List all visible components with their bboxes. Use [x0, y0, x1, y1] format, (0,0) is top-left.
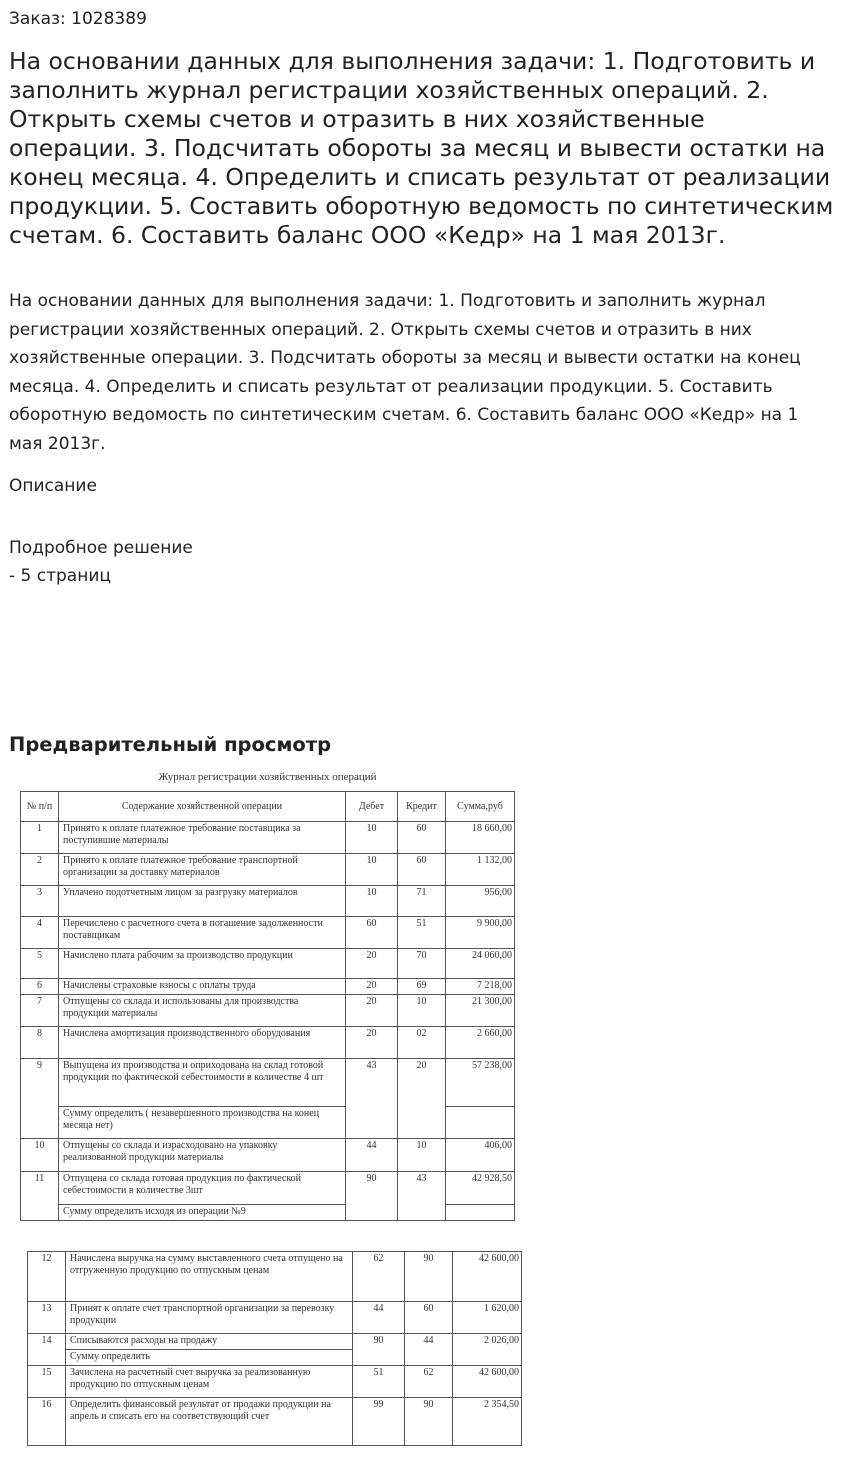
row-debit: 43: [346, 1059, 398, 1139]
row-operation: Выпущена из производства и оприходована на склад готовой продукции по фактической себестоимости в количестве 4 шт: [59, 1059, 346, 1107]
row-sum: 24 060,00: [446, 949, 515, 979]
row-sum: 18 660,00: [446, 822, 515, 854]
row-sum: 2 026,00: [453, 1334, 522, 1366]
row-sum: 406,00: [446, 1139, 515, 1172]
table-row: [21, 822, 515, 854]
row-operation: Принят к оплате счет транспортной организации за перевозку продукции: [66, 1302, 353, 1334]
row-operation: Начислена амортизация производственного оборудования: [59, 1027, 346, 1059]
description-label: Описание: [9, 476, 97, 496]
header-content: Содержание хозяйственной операции: [59, 792, 346, 822]
row-operation: Определить финансовый результат от продажи продукции на апрель и списать его на соответствующий счет: [66, 1398, 353, 1446]
row-debit: 44: [353, 1302, 405, 1334]
row-sum: 1 132,00: [446, 854, 515, 886]
row-debit: 90: [353, 1334, 405, 1366]
table-row: [21, 886, 515, 917]
preview-page-2: [27, 1251, 523, 1449]
row-credit: 60: [405, 1302, 453, 1334]
row-sum: 2 354,50: [453, 1398, 522, 1446]
row-debit: 10: [346, 822, 398, 854]
row-sum-empty: [446, 1107, 515, 1139]
row-sum: 7 218,00: [446, 979, 515, 995]
row-num: 15: [28, 1366, 66, 1398]
row-credit: 62: [405, 1366, 453, 1398]
row-num: 2: [21, 854, 59, 886]
row-sum: 21 300,00: [446, 995, 515, 1027]
row-debit: 90: [346, 1172, 398, 1221]
row-credit: 90: [405, 1252, 453, 1302]
row-debit: 10: [346, 854, 398, 886]
task-description: На основании данных для выполнения задачи: 1. Подготовить и заполнить журнал регистрации хозяйственных операций. 2. Открыть схемы счетов и отразить в них хозяйственные операции. 3. Подсчитать обороты за месяц и вывести остатки на конец месяца. 4. Определить и списать результат от реализации продукции. 5. Составить оборотную ведомость по синтетическим счетам. 6. Составить баланс ООО «Кедр» на 1 мая 2013г.: [9, 291, 801, 454]
row-debit: 20: [346, 949, 398, 979]
pages-count: - 5 страниц: [9, 566, 111, 586]
row-num: 16: [28, 1398, 66, 1446]
journal-caption: Журнал регистрации хозяйственных операций: [158, 771, 377, 783]
row-num: 3: [21, 886, 59, 917]
row-num: 11: [21, 1172, 59, 1221]
table-row: [28, 1334, 522, 1350]
preview-page-1: [20, 771, 515, 1231]
row-credit: 60: [398, 854, 446, 886]
row-note: Сумму определить: [66, 1350, 353, 1366]
row-credit: 44: [405, 1334, 453, 1366]
table-row: [21, 854, 515, 886]
row-debit: 60: [346, 917, 398, 949]
row-credit: 10: [398, 1139, 446, 1172]
row-num: 10: [21, 1139, 59, 1172]
row-num: 14: [28, 1334, 66, 1366]
row-sum: 9 900,00: [446, 917, 515, 949]
table-row: [21, 1059, 515, 1107]
row-operation: Списываются расходы на продажу: [66, 1334, 353, 1350]
row-credit: 51: [398, 917, 446, 949]
row-operation: Отпущены со склада и израсходовано на упаковку реализованной продукции материалы: [59, 1139, 346, 1172]
table-row: [28, 1252, 522, 1302]
row-operation: Начислена выручка на сумму выставленного счета отпущено на отгруженную продукцию по отпускным ценам: [66, 1252, 353, 1302]
row-debit: 20: [346, 1027, 398, 1059]
header-num: № п/п: [21, 792, 59, 822]
row-note: Сумму определить ( незавершенного производства на конец месяца нет): [59, 1107, 346, 1139]
row-credit: 43: [398, 1172, 446, 1221]
row-num: 12: [28, 1252, 66, 1302]
row-credit: 71: [398, 886, 446, 917]
table-header-row: [21, 792, 515, 822]
row-debit: 10: [346, 886, 398, 917]
row-sum: 2 660,00: [446, 1027, 515, 1059]
journal-table-part-1: [20, 791, 515, 1221]
row-sum: 42 928,50: [446, 1172, 515, 1205]
journal-table-part-2: [27, 1251, 522, 1446]
task-title: На основании данных для выполнения задачи: 1. Подготовить и заполнить журнал регистрации хозяйственных операций. 2. Открыть схемы счетов и отразить в них хозяйственные операции. 3. Подсчитать обороты за месяц и вывести остатки на конец месяца. 4. Определить и списать результат от реализации продукции. 5. Составить оборотную ведомость по синтетическим счетам. 6. Составить баланс ООО «Кедр» на 1 мая 2013г.: [9, 47, 834, 249]
row-operation: Перечислено с расчетного счета в погашение задолженности поставщикам: [59, 917, 346, 949]
table-row: [21, 917, 515, 949]
row-num: 8: [21, 1027, 59, 1059]
row-credit: 02: [398, 1027, 446, 1059]
table-row: [28, 1366, 522, 1398]
table-row: [21, 1139, 515, 1172]
row-sum: 57 238,00: [446, 1059, 515, 1107]
table-row: [21, 995, 515, 1027]
header-sum: Сумма,руб: [446, 792, 515, 822]
row-operation: Начислены страховые взносы с оплаты труда: [59, 979, 346, 995]
row-operation: Зачислена на расчетный счет выручка за реализованную продукцию по отпускным ценам: [66, 1366, 353, 1398]
table-row: [21, 979, 515, 995]
row-debit: 44: [346, 1139, 398, 1172]
solution-label: Подробное решение: [9, 538, 193, 558]
row-sum: 42 600,00: [453, 1366, 522, 1398]
order-number: Заказ: 1028389: [9, 9, 147, 29]
row-sum: 956,00: [446, 886, 515, 917]
row-credit: 69: [398, 979, 446, 995]
table-row: [28, 1398, 522, 1446]
row-operation: Отпущена со склада готовая продукция по фактической себестоимости в количестве 3шт: [59, 1172, 346, 1205]
row-credit: 10: [398, 995, 446, 1027]
row-sum: 1 620,00: [453, 1302, 522, 1334]
row-credit: 90: [405, 1398, 453, 1446]
row-credit: 70: [398, 949, 446, 979]
row-num: 1: [21, 822, 59, 854]
row-debit: 20: [346, 995, 398, 1027]
row-operation: Отпущены со склада и использованы для производства продукции материалы: [59, 995, 346, 1027]
preview-heading: Предварительный просмотр: [9, 733, 332, 756]
row-note: Сумму определить исходя из операции №9: [59, 1205, 346, 1221]
table-row: [21, 949, 515, 979]
table-row: [21, 1027, 515, 1059]
row-credit: 20: [398, 1059, 446, 1139]
row-operation: Принято к оплате платежное требование транспортной организации за доставку материалов: [59, 854, 346, 886]
table-row: [28, 1302, 522, 1334]
row-debit: 20: [346, 979, 398, 995]
table-row: [21, 1172, 515, 1205]
row-debit: 51: [353, 1366, 405, 1398]
row-operation: Принято к оплате платежное требование поставщика за поступившие материалы: [59, 822, 346, 854]
row-num: 6: [21, 979, 59, 995]
row-num: 13: [28, 1302, 66, 1334]
row-operation: Уплачено подотчетным лицом за разгрузку материалов: [59, 886, 346, 917]
row-num: 4: [21, 917, 59, 949]
row-num: 5: [21, 949, 59, 979]
row-sum: 42 600,00: [453, 1252, 522, 1302]
row-sum-empty: [446, 1205, 515, 1221]
row-num: 7: [21, 995, 59, 1027]
row-num: 9: [21, 1059, 59, 1139]
header-credit: Кредит: [398, 792, 446, 822]
row-credit: 60: [398, 822, 446, 854]
header-debit: Дебет: [346, 792, 398, 822]
row-operation: Начислено плата рабочим за производство продукции: [59, 949, 346, 979]
row-debit: 62: [353, 1252, 405, 1302]
row-debit: 99: [353, 1398, 405, 1446]
